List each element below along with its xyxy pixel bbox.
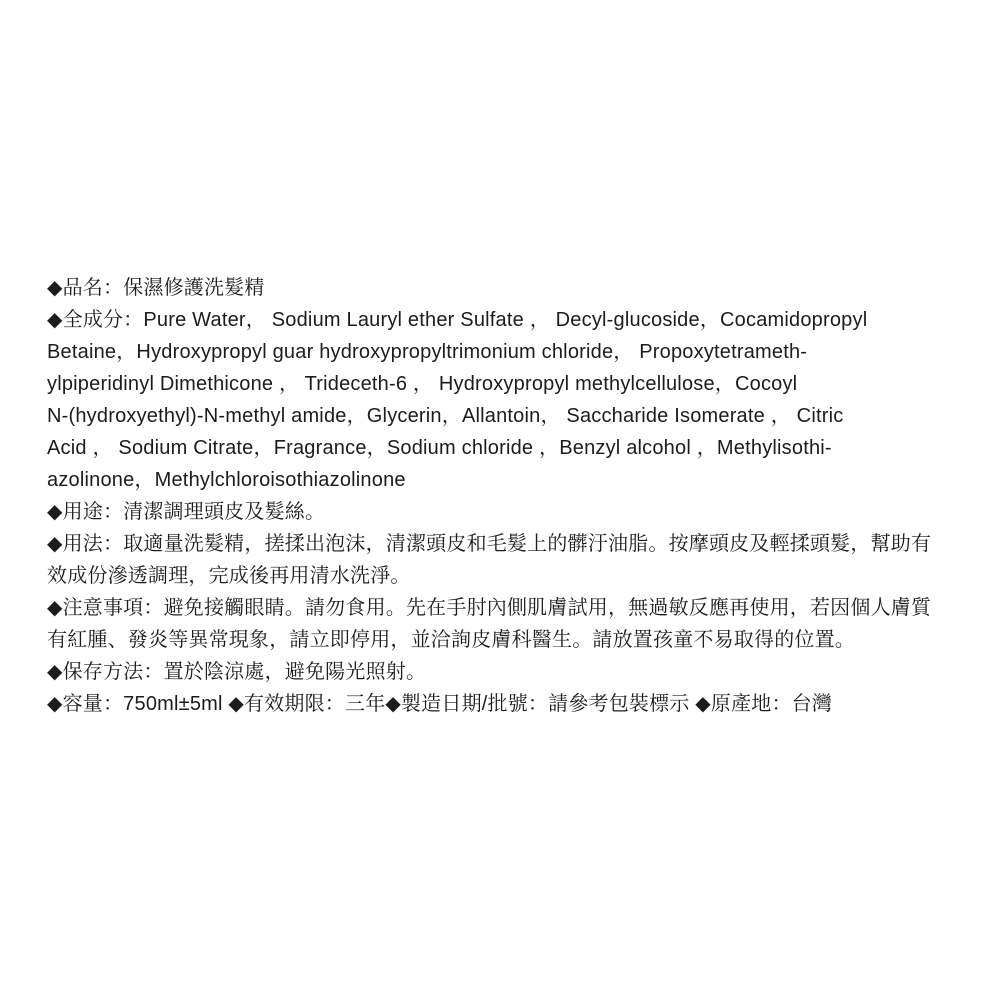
section-storage bbox=[47, 656, 959, 688]
ingredients-line-5: Acid ， Sodium Citrate，Fragrance，Sodium chloride ，Benzyl alcohol ，Methylisothi- bbox=[47, 437, 832, 459]
ingredients-line-1: ◆全成分：Pure Water， Sodium Lauryl ether Sulfate ， Decyl-glucoside，Cocamidopropyl bbox=[47, 309, 868, 331]
storage-line: ◆保存方法：置於陰涼處，避免陽光照射。 bbox=[47, 661, 427, 683]
ingredients-line-4: N-(hydroxyethyl)-N-methyl amide，Glycerin，Allantoin， Saccharide Isomerate ， Citric bbox=[47, 405, 844, 427]
usage-line: ◆用途：清潔調理頭皮及髮絲。 bbox=[47, 501, 326, 523]
ingredients-line-6: azolinone，Methylchloroisothiazolinone bbox=[47, 469, 406, 491]
section-directions bbox=[47, 528, 959, 592]
section-capacity-expiry-origin bbox=[47, 688, 959, 720]
ingredients-line-2: Betaine，Hydroxypropyl guar hydroxypropyltrimonium chloride， Propoxytetrameth- bbox=[47, 341, 808, 363]
capacity-expiry-origin-line: ◆容量：750ml±5ml ◆有效期限：三年◆製造日期/批號：請參考包裝標示 ◆原產地：台灣 bbox=[47, 693, 833, 715]
precautions-line-2: 有紅腫、發炎等異常現象，請立即停用，並洽詢皮膚科醫生。請放置孩童不易取得的位置。 bbox=[47, 629, 855, 651]
precautions-line-1: ◆注意事項：避免接觸眼睛。請勿食用。先在手肘內側肌膚試用，無過敏反應再使用，若因個人膚質 bbox=[47, 597, 932, 619]
directions-line-2: 效成份滲透調理，完成後再用清水洗淨。 bbox=[47, 565, 411, 587]
label-text-block bbox=[47, 272, 959, 720]
section-precautions bbox=[47, 592, 959, 656]
directions-line-1: ◆用法：取適量洗髮精，搓揉出泡沫，清潔頭皮和毛髮上的髒汙油脂。按摩頭皮及輕揉頭髮，幫助有 bbox=[47, 533, 932, 555]
ingredients-line-3: ylpiperidinyl Dimethicone ， Trideceth-6 ， Hydroxypropyl methylcellulose，Cocoyl bbox=[47, 373, 798, 395]
section-product-name bbox=[47, 272, 959, 304]
section-usage bbox=[47, 496, 959, 528]
section-ingredients bbox=[47, 304, 959, 496]
product-name-line: ◆品名：保濕修護洗髮精 bbox=[47, 277, 265, 299]
